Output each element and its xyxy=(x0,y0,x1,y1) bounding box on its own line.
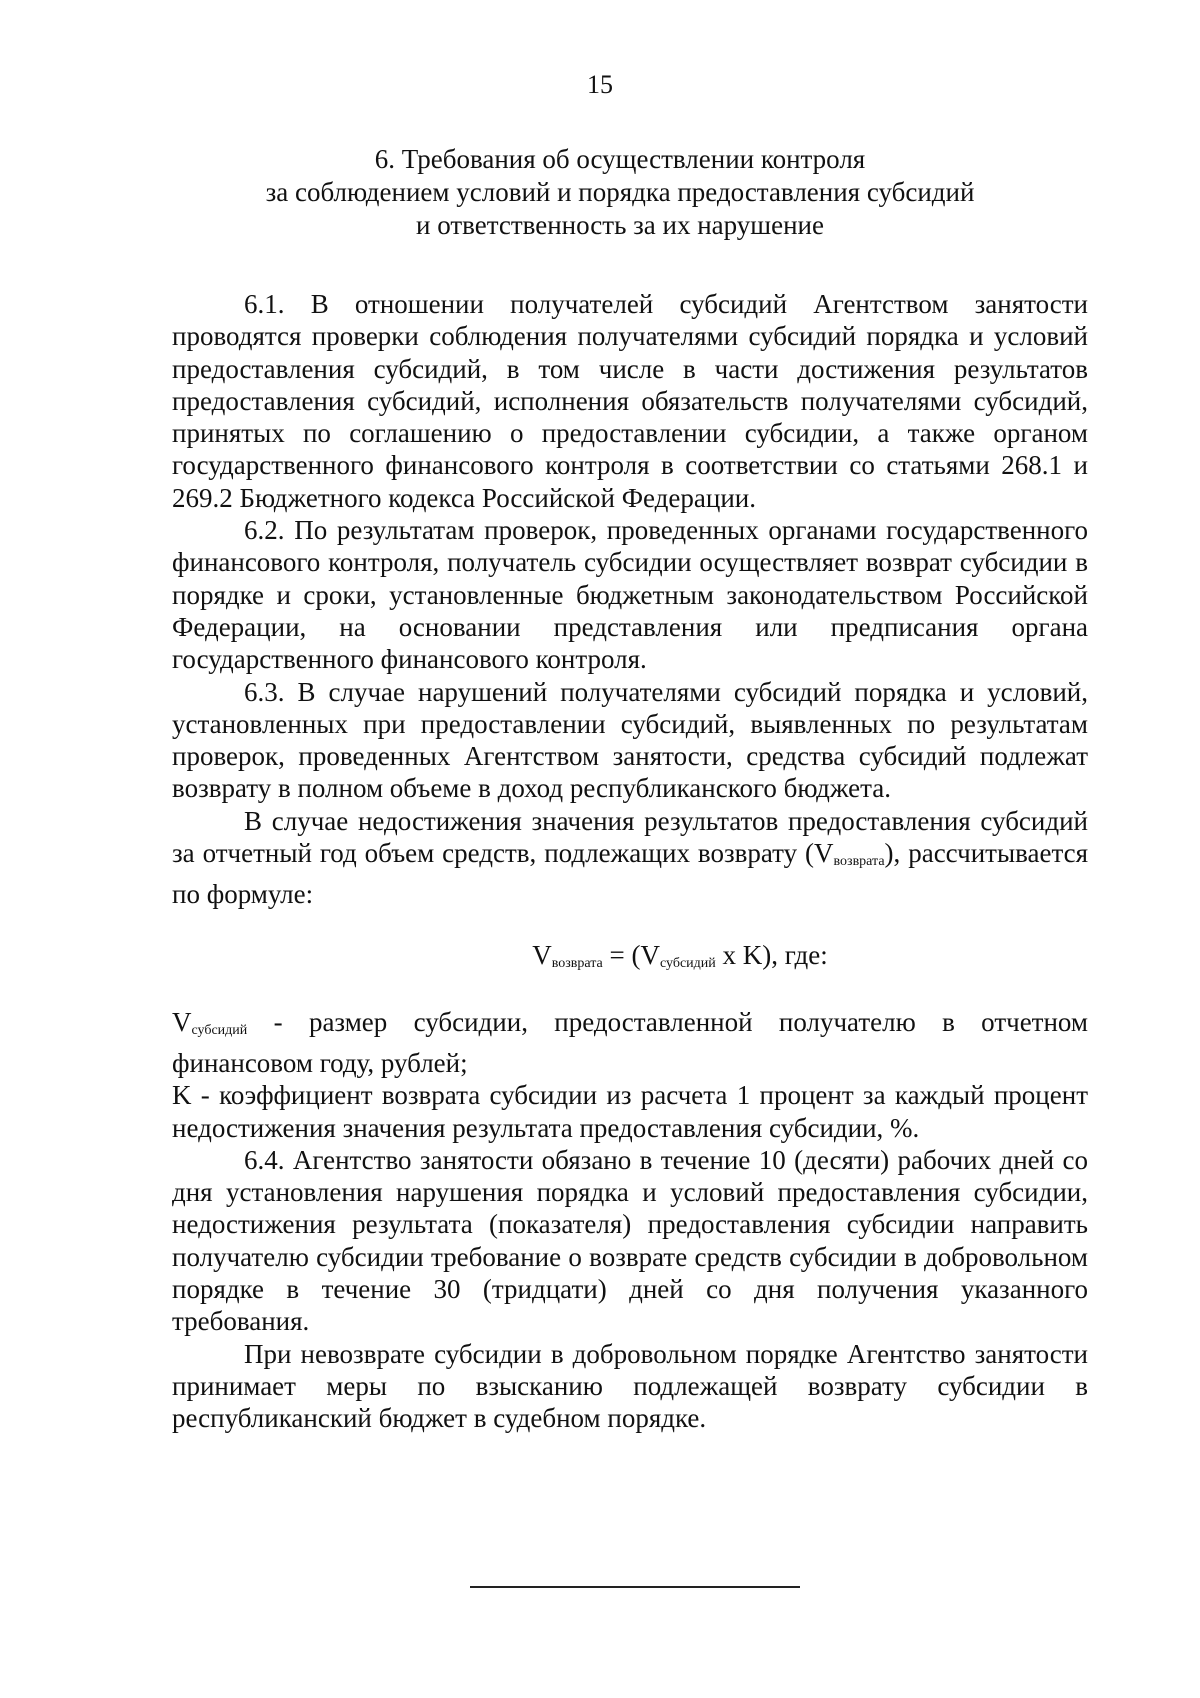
formula-lhs-symbol: V xyxy=(532,939,552,970)
footer-rule xyxy=(470,1586,800,1588)
intro-subscript: возврата xyxy=(833,854,885,870)
intro-text-a: В случае недостижения значения результатов предоставления субсидий за отчетный год объем средств, подлежащих возврату (V xyxy=(172,805,1088,869)
section-heading xyxy=(170,143,1070,242)
heading-line-1: 6. Требования об осуществлении контроля xyxy=(374,144,866,174)
def-v-text: - размер субсидии, предоставленной получателю в отчетном финансовом году, рублей; xyxy=(172,1006,1088,1078)
return-formula xyxy=(172,939,1088,980)
heading-line-2: за соблюдением условий и порядка предоставления субсидий xyxy=(265,177,975,207)
def-v-subscript: субсидий xyxy=(191,1022,248,1038)
def-v-symbol: V xyxy=(172,1006,192,1037)
paragraph-6-4: 6.4. Агентство занятости обязано в течение 10 (десяти) рабочих дней со дня установления нарушения порядка и условий предоставления субсидии, недостижения результата (показателя) предоставления субсидии направить получателю субсидии требование о возврате средств субсидии в добровольном порядке в течение 30 (тридцати) дней со дня получения указанного требования. xyxy=(172,1144,1088,1337)
paragraph-6-3: 6.3. В случае нарушений получателями субсидий порядка и условий, установленных при предоставлении субсидий, выявленных по результатам проверок, проведенных Агентством занятости, средства субсидий подлежат возврату в полном объеме в доход республиканского бюджета. xyxy=(172,676,1088,804)
formula-rhs-subscript: субсидий xyxy=(660,955,716,971)
paragraph-6-2: 6.2. По результатам проверок, проведенных органами государственного финансового контроля, получатель субсидии осуществляет возврат субсидии в порядке и сроки, установленные бюджетным законодательством Российской Федерации, на основании представления или предписания органа государственного финансового контроля. xyxy=(172,515,1088,675)
formula-tail: x K), где: xyxy=(715,939,828,970)
intro-text-b: ), рассчитывается по формуле: xyxy=(172,838,1088,910)
paragraph-final: При невозврате субсидии в добровольном порядке Агентство занятости принимает меры по взысканию подлежащей возврату субсидии в республиканский бюджет в судебном порядке. xyxy=(172,1338,1088,1434)
definition-k: K - коэффициент возврата субсидии из расчета 1 процент за каждый процент недостижения значения результата предоставления субсидии, %. xyxy=(172,1080,1088,1143)
page-number: 15 xyxy=(587,70,613,99)
paragraph-6-1: 6.1. В отношении получателей субсидий Агентством занятости проводятся проверки соблюдения получателями субсидий порядка и условий предоставления субсидий, в том числе в части достижения результатов предоставления субсидий, исполнения обязательств получателями субсидий, принятых по соглашению о предоставлении субсидии, а также органом государственного финансового контроля в соответствии со статьями 268.1 и 269.2 Бюджетного кодекса Российской Федерации. xyxy=(172,289,1088,513)
document-body xyxy=(172,288,1088,1435)
definition-v-subsidy xyxy=(172,1006,1088,1080)
formula-equals: = (V xyxy=(602,939,660,970)
formula-lhs-subscript: возврата xyxy=(551,955,603,971)
paragraph-formula-intro xyxy=(172,805,1088,911)
heading-line-3: и ответственность за их нарушение xyxy=(416,210,824,240)
